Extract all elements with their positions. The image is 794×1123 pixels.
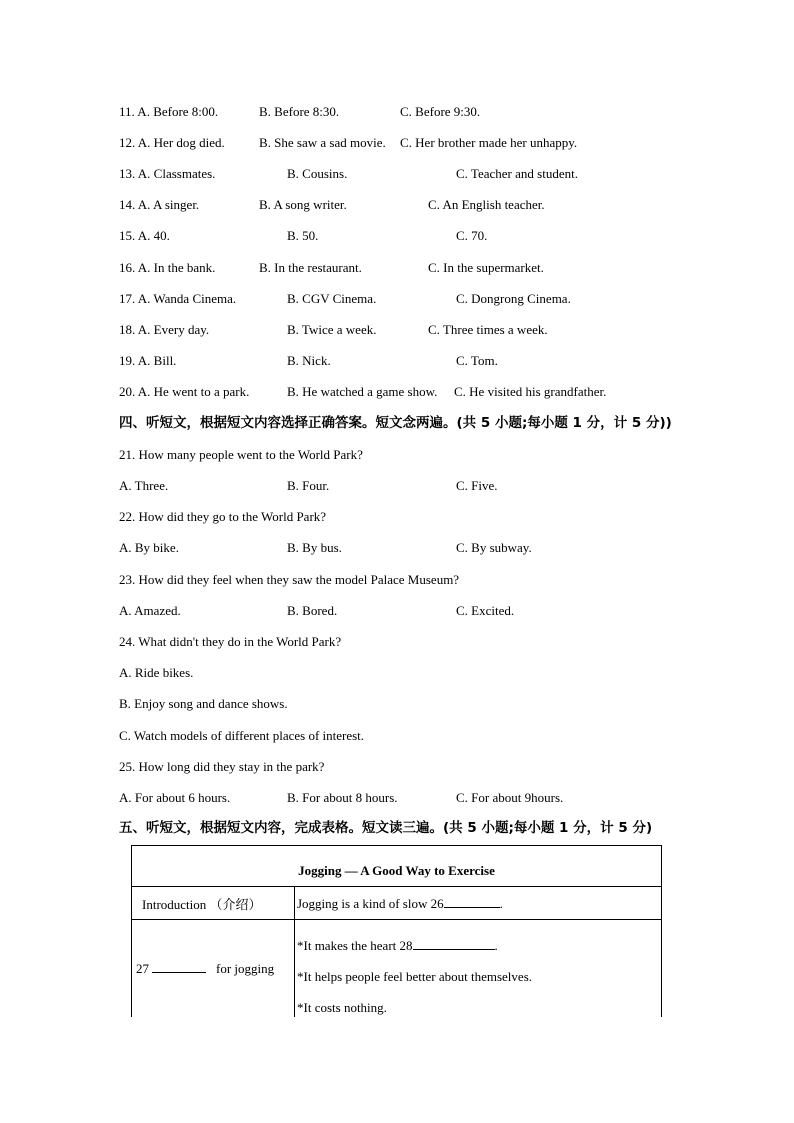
reason-line-1 bbox=[297, 930, 661, 961]
page-bottom-margin bbox=[0, 1017, 794, 1123]
question-23: 23. How did they feel when they saw the model Palace Museum? bbox=[119, 572, 460, 587]
reason-cell bbox=[295, 920, 662, 1030]
intro-cell bbox=[295, 887, 662, 920]
intro-text: Jogging is a kind of slow 26 bbox=[297, 895, 444, 911]
option-a: 18. A. Every day. bbox=[119, 322, 210, 337]
blank-27 bbox=[152, 960, 206, 973]
option-a: 13. A. Classmates. bbox=[119, 166, 216, 181]
intro-label: Introduction （介绍） bbox=[132, 887, 295, 920]
reason-label-cell bbox=[132, 920, 295, 1030]
reason-line-3: *It costs nothing. bbox=[297, 1000, 387, 1015]
reason-label: for jogging bbox=[216, 961, 275, 976]
option-b: B. Four. bbox=[287, 478, 330, 493]
question-24: 24. What didn't they do in the World Park? bbox=[119, 634, 342, 649]
question-24-option-b: B. Enjoy song and dance shows. bbox=[119, 696, 288, 711]
question-21: 21. How many people went to the World Park? bbox=[119, 447, 363, 462]
option-c: C. Three times a week. bbox=[428, 322, 548, 337]
option-c: C. For about 9hours. bbox=[456, 790, 564, 805]
reason-line-1-text: *It makes the heart 28 bbox=[297, 938, 413, 953]
section-heading-part5: 五、听短文，根据短文内容，完成表格。短文读三遍。(共 5 小题;每小题 1 分，计 5 分) bbox=[119, 820, 653, 836]
option-a: 12. A. Her dog died. bbox=[119, 135, 225, 150]
option-c: C. Her brother made her unhappy. bbox=[400, 135, 578, 150]
option-b: B. CGV Cinema. bbox=[287, 291, 377, 306]
question-24-option-c: C. Watch models of different places of interest. bbox=[119, 728, 365, 743]
jogging-table bbox=[131, 845, 662, 1030]
option-a: 14. A. A singer. bbox=[119, 197, 200, 212]
question-24-option-a: A. Ride bikes. bbox=[119, 665, 194, 680]
option-a: 16. A. In the bank. bbox=[119, 260, 216, 275]
option-c: C. Excited. bbox=[456, 603, 515, 618]
option-c: C. Tom. bbox=[456, 353, 498, 368]
option-a: 17. A. Wanda Cinema. bbox=[119, 291, 237, 306]
option-b: B. For about 8 hours. bbox=[287, 790, 398, 805]
table-title: Jogging — A Good Way to Exercise bbox=[132, 846, 662, 887]
option-b: B. He watched a game show. bbox=[287, 384, 438, 399]
option-a: 20. A. He went to a park. bbox=[119, 384, 250, 399]
option-a: 19. A. Bill. bbox=[119, 353, 177, 368]
option-c: C. 70. bbox=[456, 228, 488, 243]
option-c: C. Teacher and student. bbox=[456, 166, 578, 181]
option-b: B. A song writer. bbox=[259, 197, 347, 212]
option-c: C. He visited his grandfather. bbox=[454, 384, 607, 399]
option-a: 11. A. Before 8:00. bbox=[119, 104, 219, 119]
option-c: C. Dongrong Cinema. bbox=[456, 291, 571, 306]
blank-26 bbox=[444, 895, 500, 908]
option-b: B. 50. bbox=[287, 228, 319, 243]
option-a: A. Three. bbox=[119, 478, 169, 493]
option-a: A. For about 6 hours. bbox=[119, 790, 231, 805]
option-b: B. Bored. bbox=[287, 603, 338, 618]
option-a: A. Amazed. bbox=[119, 603, 181, 618]
option-b: B. Nick. bbox=[287, 353, 331, 368]
option-c: C. Before 9:30. bbox=[400, 104, 481, 119]
option-b: B. In the restaurant. bbox=[259, 260, 362, 275]
option-a: A. By bike. bbox=[119, 540, 179, 555]
section-heading-part4: 四、听短文，根据短文内容选择正确答案。短文念两遍。(共 5 小题;每小题 1 分，计 5 分)) bbox=[119, 415, 672, 431]
option-b: B. Twice a week. bbox=[287, 322, 377, 337]
option-c: C. Five. bbox=[456, 478, 498, 493]
reason-num: 27 bbox=[136, 961, 149, 976]
reason-line-2: *It helps people feel better about themselves. bbox=[297, 969, 533, 984]
option-a: 15. A. 40. bbox=[119, 228, 170, 243]
option-c: C. In the supermarket. bbox=[428, 260, 544, 275]
option-b: B. She saw a sad movie. bbox=[259, 135, 386, 150]
option-c: C. An English teacher. bbox=[428, 197, 545, 212]
option-b: B. Cousins. bbox=[287, 166, 348, 181]
option-b: B. Before 8:30. bbox=[259, 104, 340, 119]
question-22: 22. How did they go to the World Park? bbox=[119, 509, 327, 524]
option-b: B. By bus. bbox=[287, 540, 342, 555]
question-25: 25. How long did they stay in the park? bbox=[119, 759, 325, 774]
reason-line-1-end: . bbox=[494, 938, 498, 953]
blank-28 bbox=[413, 937, 495, 950]
option-c: C. By subway. bbox=[456, 540, 532, 555]
intro-end: . bbox=[499, 895, 503, 911]
